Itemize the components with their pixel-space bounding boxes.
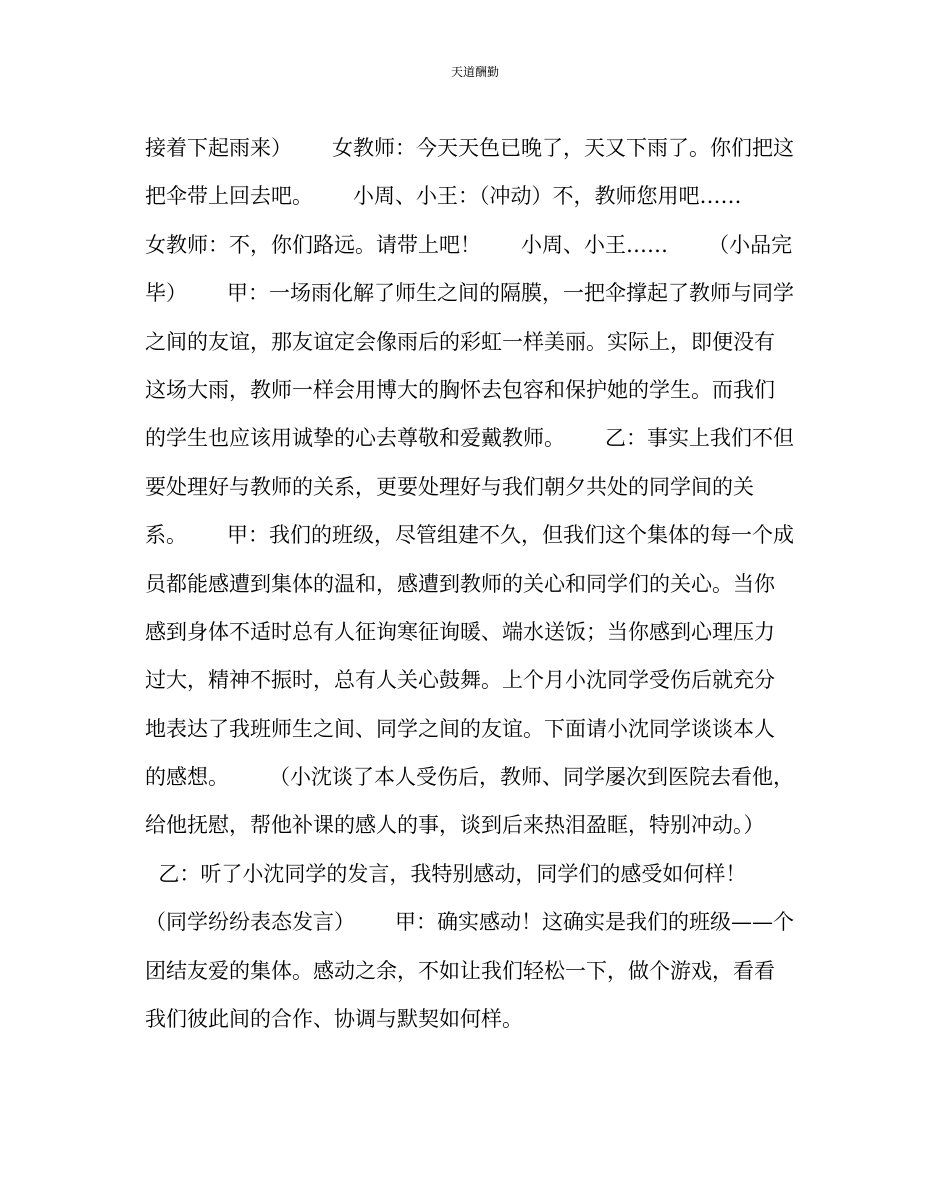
text-line: 乙：听了小沈同学的发言，我特别感动，同学们的感受如何样！ [145,861,747,886]
text-line: 接着下起雨来） 女教师：今天天色已晚了，天又下雨了。你们把这 [145,136,795,160]
text-line: 之间的友谊，那友谊定会像雨后的彩虹一样美丽。实际上，即便没有 [145,329,775,354]
text-line: 要处理好与教师的关系，更要处理好与我们朝夕共处的同学间的关 [145,474,754,499]
text-line: 毕） 甲：一场雨化解了师生之间的隔膜，一把伞撑起了教师与同学 [145,281,795,306]
text-line: 给他抚慰，帮他补课的感人的事，谈到后来热泪盈眶，特别冲动。） [145,813,765,838]
text-line: 系。 甲：我们的班级，尽管组建不久，但我们这个集体的每一个成 [145,523,795,548]
document-body [145,124,825,1043]
text-line: （同学纷纷表态发言） 甲：确实感动！这确实是我们的班级——个 [145,910,795,935]
text-line: 团结友爱的集体。感动之余，不如让我们轻松一下，做个游戏，看看 [145,958,775,983]
text-line: 这场大雨，教师一样会用博大的胸怀去包容和保护她的学生。而我们 [145,377,775,402]
page-header: 天道酬勤 [450,65,499,79]
text-line: 员都能感遭到集体的温和，感遭到教师的关心和同学们的关心。当你 [145,571,775,596]
text-line: 的感想。 （小沈谈了本人受伤后，教师、同学屡次到医院去看他， [145,765,795,790]
text-line: 女教师：不，你们路远。请带上吧！ 小周、小王…… （小品完 [145,232,793,257]
text-line: 感到身体不适时总有人征询寒征询暖、端水送饭；当你感到心理压力 [145,619,775,644]
text-line: 把伞带上回去吧。 小周、小王：（冲动）不，教师您用吧…… [145,184,742,209]
text-line: 我们彼此间的合作、协调与默契如何样。 [145,1007,523,1032]
text-line: 过大，精神不振时，总有人关心鼓舞。上个月小沈同学受伤后就充分 [145,668,775,693]
text-line: 地表达了我班师生之间、同学之间的友谊。下面请小沈同学谈谈本人 [145,716,775,741]
text-line: 的学生也应该用诚挚的心去尊敬和爱戴教师。 乙：事实上我们不但 [145,426,795,451]
